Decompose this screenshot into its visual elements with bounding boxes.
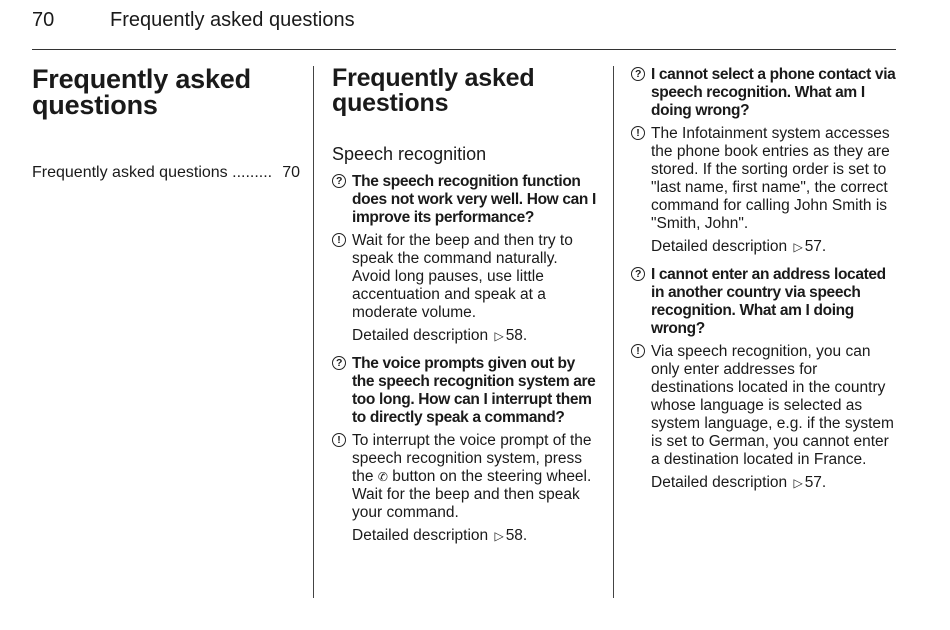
page-number: 70 [32,9,55,31]
faq-answer: ! The Infotainment system accesses the phone book entries as they are stored. If the sorting order is set to "last name, first name", the correct command for calling John Smith is "Smith, John". [631,125,897,233]
reference-arrow-icon: ▷ [793,240,803,254]
detail-reference[interactable]: Detailed description ▷ 58. [352,527,528,544]
question-circle-icon: ? [631,67,645,81]
exclamation-circle-icon: ! [332,433,346,447]
reference-arrow-icon: ▷ [494,529,504,543]
chapter-title: Frequently asked questions [32,64,251,120]
reference-arrow-icon: ▷ [494,329,504,343]
detail-reference[interactable]: Detailed description ▷ 58. [352,327,528,344]
question-circle-icon: ? [332,356,346,370]
exclamation-circle-icon: ! [631,126,645,140]
question-circle-icon: ? [631,267,645,281]
page-header [32,9,896,50]
reference-arrow-icon: ▷ [793,476,803,490]
toc-page: 70 [282,164,300,181]
column-divider [613,66,614,598]
toc-column [32,66,300,183]
question-circle-icon: ? [332,174,346,188]
faq-answer: ! To interrupt the voice prompt of the speech recognition system, press the ✆ button on the steering wheel. Wait for the beep and then speak your command. [332,432,598,522]
exclamation-circle-icon: ! [631,344,645,358]
subsection-title: Speech recognition [332,144,487,164]
faq-question: ? I cannot enter an address located in another country via speech recognition. What am I doing wrong? [631,266,897,338]
column-divider [313,66,314,598]
faq-answer: ! Via speech recognition, you can only enter addresses for destinations located in the country whose language is selected as system language, e.g. if the system is set to German, you cannot enter a destination located in France. [631,343,897,469]
faq-question: ? The speech recognition function does not work very well. How can I improve its performance? [332,173,598,227]
exclamation-circle-icon: ! [332,233,346,247]
faq-column-3 [631,66,897,502]
detail-reference[interactable]: Detailed description ▷ 57. [651,474,827,491]
faq-question: ? The voice prompts given out by the speech recognition system are too long. How can I interrupt them to directly speak a command? [332,355,598,427]
toc-label: Frequently asked questions ......... [32,164,273,181]
toc-entry[interactable] [32,163,300,183]
section-title: Frequently asked questions [332,64,535,117]
faq-column-2 [332,66,598,555]
faq-answer: ! Wait for the beep and then try to speak the command naturally. Avoid long pauses, use little accentuation and speak at a moderate volume. [332,232,598,322]
detail-reference[interactable]: Detailed description ▷ 57. [651,238,827,255]
voice-control-icon: ✆ [377,470,388,484]
running-title: Frequently asked questions [110,9,355,31]
faq-question: ? I cannot select a phone contact via speech recognition. What am I doing wrong? [631,66,897,120]
